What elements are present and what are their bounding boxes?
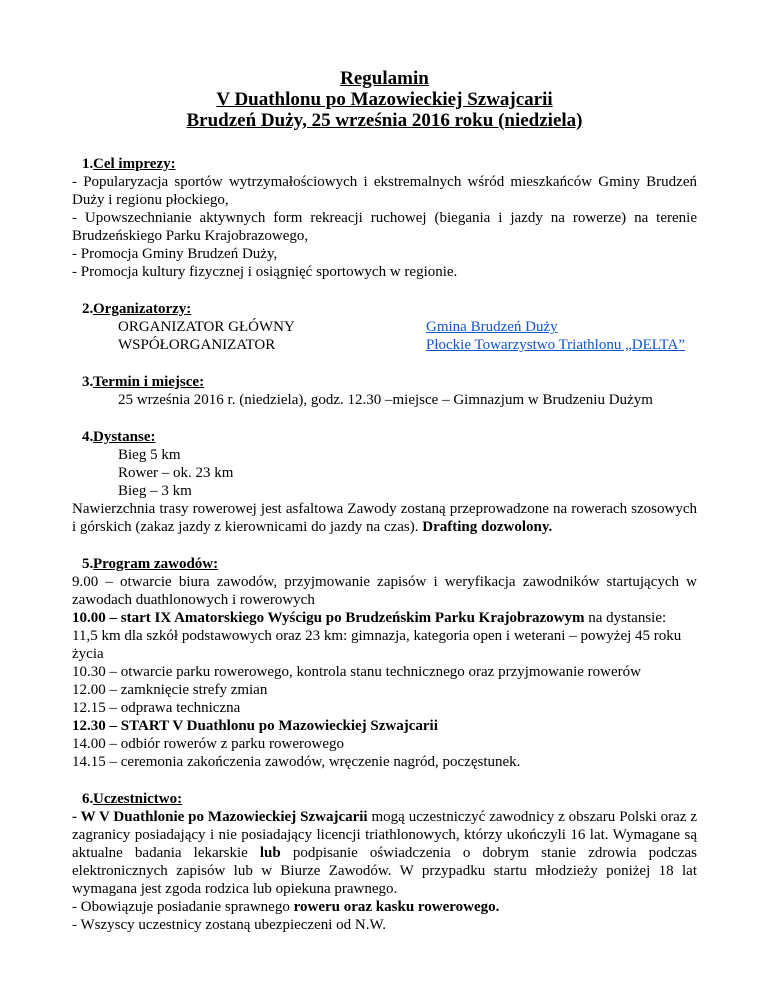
participation-event-name: - W V Duathlonie po Mazowieckiej Szwajcarii	[72, 809, 368, 825]
distance-item: Rower – ok. 23 km	[118, 465, 234, 481]
organizer-main-row	[72, 318, 697, 336]
program-line: 12.00 – zamknięcie strefy zmian	[72, 682, 268, 698]
program-duathlon-start: 12.30 – START V Duathlonu po Mazowieckiej Szwajcarii	[72, 718, 438, 734]
title-line-1: Regulamin	[340, 68, 429, 89]
section-dystanse	[72, 428, 697, 500]
title-line-3: Brudzeń Duży, 25 września 2016 roku (niedziela)	[186, 110, 583, 131]
goal-item: - Upowszechnianie aktywnych form rekreacji ruchowej (biegania i jazdy na rowerze) na terenie Brudzeńskiego Parku Krajobrazowego,	[72, 210, 697, 244]
section-heading: Termin i miejsce:	[93, 374, 205, 390]
document-title	[72, 68, 697, 131]
organizer-main-label: ORGANIZATOR GŁÓWNY	[118, 319, 295, 335]
section-uczestnictwo	[72, 790, 697, 934]
section-organizatorzy	[72, 300, 697, 354]
distance-item: Bieg 5 km	[118, 447, 181, 463]
goal-item: - Promocja kultury fizycznej i osiągnięć sportowych w regionie.	[72, 264, 458, 280]
section-cel-imprezy	[72, 155, 697, 281]
program-line: 10.30 – otwarcie parku rowerowego, kontrola stanu technicznego oraz przyjmowanie rowerów	[72, 664, 641, 680]
section-number: 2.	[82, 301, 94, 317]
section-number: 1.	[82, 156, 94, 172]
section-heading: Organizatorzy:	[93, 301, 192, 317]
program-line	[72, 609, 697, 627]
section-termin	[72, 373, 697, 409]
section-number: 3.	[82, 374, 94, 390]
program-line: 9.00 – otwarcie biura zawodów, przyjmowanie zapisów i weryfikacja zawodników startujących w zawodach duathlonowych i rowerowych	[72, 574, 697, 608]
equipment-text: - Obowiązuje posiadanie sprawnego	[72, 899, 294, 915]
organizer-co-row	[72, 336, 697, 354]
title-line-2: V Duathlonu po Mazowieckiej Szwajcarii	[216, 89, 553, 110]
section-heading: Dystanse:	[93, 429, 156, 445]
program-line: 11,5 km dla szkół podstawowych oraz 23 km: gimnazja, kategoria open i weterani – powyżej 45 roku życia	[72, 628, 682, 662]
organizer-main-link[interactable]: Gmina Brudzeń Duży	[426, 319, 558, 335]
equipment-requirement	[72, 898, 697, 916]
surface-text: Nawierzchnia trasy rowerowej jest asfaltowa Zawody zostaną przeprowadzone na rowerach szosowych i górskich (zakaz jazdy z kierownicami do jazdy na czas).	[72, 501, 697, 535]
program-line	[72, 717, 697, 735]
section-heading: Uczestnictwo:	[93, 791, 183, 807]
section-number: 4.	[82, 429, 94, 445]
program-race-start: 10.00 – start IX Amatorskiego Wyścigu po Brudzeńskim Parku Krajobrazowym	[72, 610, 585, 626]
goal-item: - Promocja Gminy Brudzeń Duży,	[72, 246, 278, 262]
section-heading: Program zawodów:	[93, 556, 219, 572]
program-line: 12.15 – odprawa techniczna	[72, 700, 241, 716]
distance-item: Bieg – 3 km	[118, 483, 192, 499]
section-number: 5.	[82, 556, 94, 572]
section-number: 6.	[82, 791, 94, 807]
organizer-co-label: WSPÓŁORGANIZATOR	[118, 337, 276, 353]
equipment-bold: roweru oraz kasku rowerowego.	[293, 899, 500, 915]
document-page	[72, 68, 697, 934]
section-program	[72, 555, 697, 771]
surface-paragraph	[72, 500, 697, 536]
organizer-co-link[interactable]: Płockie Towarzystwo Triathlonu „DELTA”	[426, 337, 685, 353]
program-line: 14.15 – ceremonia zakończenia zawodów, wręczenie nagród, poczęstunek.	[72, 754, 521, 770]
participation-text: podpisanie oświadczenia o dobrym stanie zdrowia podczas elektronicznych zapisów lub w Biurze Zawodów. W przypadku startu młodzieży poniżej 18 lat wymagana jest zgoda rodzica lub opiekuna prawnego.	[72, 845, 697, 897]
insurance-note: - Wszyscy uczestnicy zostaną ubezpieczeni od N.W.	[72, 917, 387, 933]
program-line: 14.00 – odbiór rowerów z parku rowerowego	[72, 736, 345, 752]
drafting-note: Drafting dozwolony.	[422, 519, 553, 535]
section-heading: Cel imprezy:	[93, 156, 176, 172]
program-race-distance: na dystansie:	[584, 610, 667, 626]
participation-lub: lub	[259, 845, 281, 861]
goal-item: - Popularyzacja sportów wytrzymałościowych i ekstremalnych wśród mieszkańców Gminy Brudzeń Duży i regionu płockiego,	[72, 174, 697, 208]
date-place-text: 25 września 2016 r. (niedziela), godz. 12.30 –miejsce – Gimnazjum w Brudzeniu Dużym	[118, 392, 653, 408]
participation-paragraph	[72, 808, 697, 898]
participation-text: mogą uczestniczyć zawodnicy z obszaru Polski oraz z zagranicy posiadający i nie posiadający licencji triathlonowych, którzy ukończyli 16 lat. Wymagane są aktualne badania lekarskie	[72, 809, 697, 861]
